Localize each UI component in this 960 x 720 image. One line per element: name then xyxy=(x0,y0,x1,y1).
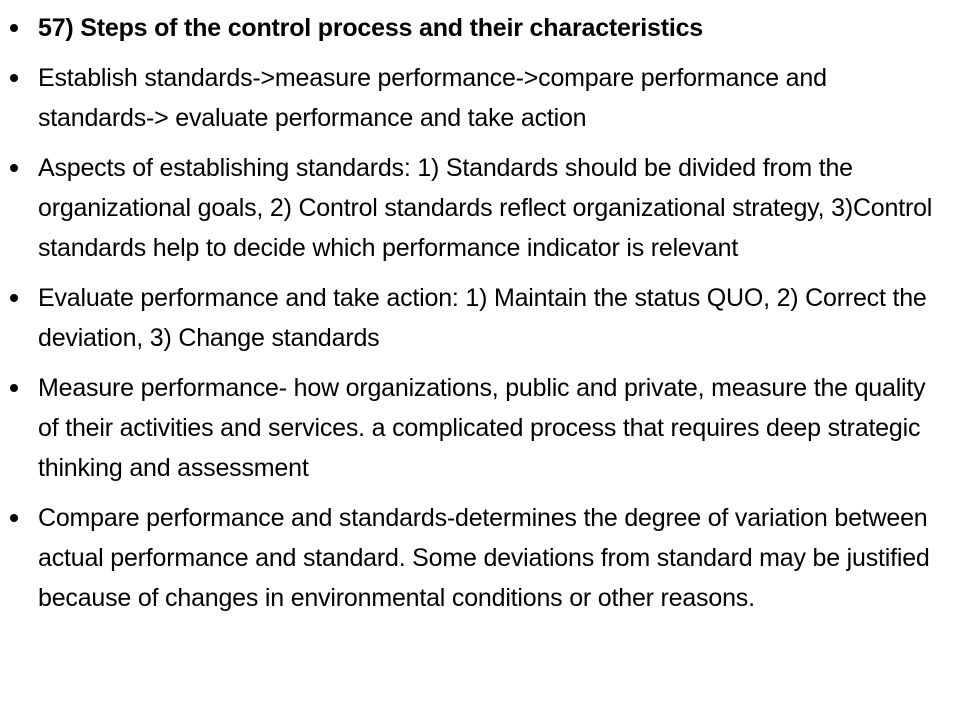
bullet-dot-icon xyxy=(10,74,18,82)
bullet-text: Aspects of establishing standards: 1) Standards should be divided from the organizational goals, 2) Control standards reflect organizational strategy, 3)Control standards help to decide which performance indicator is relevant xyxy=(38,154,933,262)
bullet-text: Compare performance and standards-determines the degree of variation between actual performance and standard. Some deviations from standard may be justified because of changes in environmental conditions or other reasons. xyxy=(38,504,930,612)
bullet-item xyxy=(8,498,948,618)
bullet-item xyxy=(8,368,948,488)
bullet-dot-icon xyxy=(10,294,18,302)
bullet-item xyxy=(8,278,948,358)
bullet-item xyxy=(8,58,948,138)
bullet-text: Measure performance- how organizations, public and private, measure the quality of their activities and services. a complicated process that requires deep strategic thinking and assessment xyxy=(38,374,926,482)
bullet-item xyxy=(8,148,948,268)
bullet-dot-icon xyxy=(10,24,18,32)
bullet-dot-icon xyxy=(10,514,18,522)
slide-title-text: 57) Steps of the control process and their characteristics xyxy=(38,14,703,42)
bullet-dot-icon xyxy=(10,164,18,172)
slide-title-bullet xyxy=(8,8,948,48)
bullet-text: Establish standards->measure performance->compare performance and standards-> evaluate performance and take action xyxy=(38,64,827,132)
bullet-list xyxy=(8,8,948,628)
bullet-text: Evaluate performance and take action: 1) Maintain the status QUO, 2) Correct the deviation, 3) Change standards xyxy=(38,284,927,352)
bullet-dot-icon xyxy=(10,384,18,392)
